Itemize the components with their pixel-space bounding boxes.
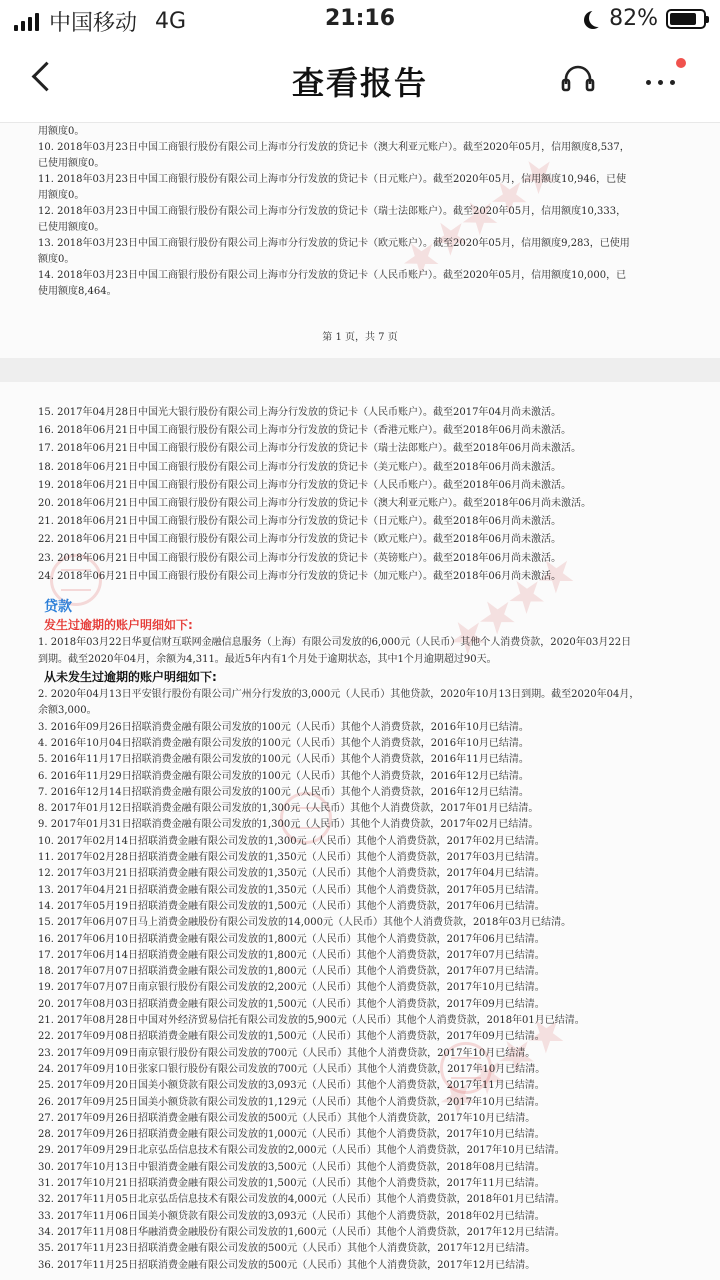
overdue-title: 发生过逾期的账户明细如下: <box>44 618 193 632</box>
report-line: 11. 2018年03月23日中国工商银行股份有限公司上海市分行发放的贷记卡（日元账户）。截至2020年05月，信用额度10,946，已使 <box>38 174 627 185</box>
card-record: 24. 2018年06月21日中国工商银行股份有限公司上海市分行发放的贷记卡（加元账户）。截至2018年06月尚未激活。 <box>38 570 562 582</box>
page-divider <box>0 358 720 382</box>
page-footer: 第 1 页，共 7 页 <box>322 332 398 343</box>
loan-record: 7. 2016年12月14日招联消费金融有限公司发放的100元（人民币）其他个人消费贷款，2016年12月已结清。 <box>38 786 529 798</box>
loan-record: 余额3,000。 <box>38 705 97 717</box>
more-options-icon[interactable] <box>646 80 675 85</box>
report-line: 使用额度8,464。 <box>38 286 117 297</box>
status-time: 21:16 <box>324 6 396 31</box>
network-type: 4G <box>155 9 187 34</box>
card-record: 18. 2018年06月21日中国工商银行股份有限公司上海市分行发放的贷记卡（美元账户）。截至2018年06月尚未激活。 <box>38 461 562 473</box>
watermark-seal: ★★★★ <box>439 545 584 666</box>
battery-icon <box>666 9 706 29</box>
carrier-name: 中国移动 <box>49 11 138 36</box>
loan-record: 12. 2017年03月21日招联消费金融有限公司发放的1,350元（人民币）其他个人消费贷款，2017年04月已结清。 <box>38 868 545 880</box>
loan-record: 8. 2017年01月12日招联消费金融有限公司发放的1,300元（人民币）其他个人消费贷款，2017年01月已结清。 <box>38 803 539 815</box>
nav-bar <box>0 40 720 123</box>
loan-record: 11. 2017年02月28日招联消费金融有限公司发放的1,350元（人民币）其他个人消费贷款，2017年03月已结清。 <box>38 852 545 863</box>
report-line: 用额度0。 <box>38 190 85 201</box>
loan-record: 23. 2017年09月09日南京银行股份有限公司发放的700元（人民币）其他个人消费贷款，2017年10月已结清。 <box>38 1047 536 1059</box>
loan-record: 2. 2020年04月13日平安银行股份有限公司广州分行发放的3,000元（人民币）其他贷款，2020年10月13日到期。截至2020年04月， <box>38 689 640 700</box>
loan-record: 33. 2017年11月06日国美小额贷款有限公司发放的3,093元（人民币）其他个人消费贷款，2018年02月已结清。 <box>38 1210 545 1222</box>
loan-record: 16. 2017年06月10日招联消费金融有限公司发放的1,800元（人民币）其他个人消费贷款，2017年06月已结清。 <box>38 933 545 945</box>
report-line: 10. 2018年03月23日中国工商银行股份有限公司上海市分行发放的贷记卡（澳大利亚元账户）。截至2020年05月，信用额度8,537， <box>38 142 630 153</box>
loan-record: 3. 2016年09月26日招联消费金融有限公司发放的100元（人民币）其他个人消费贷款，2016年10月已结清。 <box>38 721 529 733</box>
loan-record: 14. 2017年05月19日招联消费金融有限公司发放的1,500元（人民币）其他个人消费贷款，2017年06月已结清。 <box>38 900 545 912</box>
loan-record: 30. 2017年10月13日中银消费金融有限公司发放的3,500元（人民币）其他个人消费贷款，2018年08月已结清。 <box>38 1161 545 1173</box>
loan-record: 4. 2016年10月04日招联消费金融有限公司发放的100元（人民币）其他个人消费贷款，2016年10月已结清。 <box>38 737 529 749</box>
overdue-record: 到期。截至2020年04月，余额为4,311。最近5年内有1个月处于逾期状态，其中1个月逾期超过90天。 <box>38 653 497 665</box>
loan-record: 15. 2017年06月07日马上消费金融股份有限公司发放的14,000元（人民币）其他个人消费贷款，2018年03月已结清。 <box>38 917 572 929</box>
report-page-2 <box>0 382 720 1280</box>
card-record: 17. 2018年06月21日中国工商银行股份有限公司上海市分行发放的贷记卡（瑞士法郎账户）。截至2018年06月尚未激活。 <box>38 443 582 455</box>
loan-record: 10. 2017年02月14日招联消费金融有限公司发放的1,300元（人民币）其他个人消费贷款，2017年02月已结清。 <box>38 835 545 847</box>
loan-record: 18. 2017年07月07日招联消费金融有限公司发放的1,800元（人民币）其他个人消费贷款，2017年07月已结清。 <box>38 966 545 978</box>
loan-record: 25. 2017年09月20日国美小额贷款有限公司发放的3,093元（人民币）其他个人消费贷款，2017年11月已结清。 <box>38 1080 545 1092</box>
loan-record: 28. 2017年09月26日招联消费金融有限公司发放的1,000元（人民币）其他个人消费贷款，2017年10月已结清。 <box>38 1129 545 1141</box>
loan-section-title: 贷款 <box>44 599 72 615</box>
watermark-seal: ★★★★ <box>429 1005 574 1126</box>
loan-record: 20. 2017年08月03日招联消费金融有限公司发放的1,500元（人民币）其他个人消费贷款，2017年09月已结清。 <box>38 998 545 1010</box>
moon-icon <box>589 9 607 27</box>
card-record: 22. 2018年06月21日中国工商银行股份有限公司上海市分行发放的贷记卡（欧元账户）。截至2018年06月尚未激活。 <box>38 534 562 546</box>
loan-record: 5. 2016年11月17日招联消费金融有限公司发放的100元（人民币）其他个人消费贷款，2016年11月已结清。 <box>38 754 529 766</box>
loan-record: 27. 2017年09月26日招联消费金融有限公司发放的500元（人民币）其他个人消费贷款，2017年10月已结清。 <box>38 1112 536 1124</box>
status-right <box>583 6 706 31</box>
status-bar <box>0 0 720 40</box>
card-record: 23. 2018年06月21日中国工商银行股份有限公司上海市分行发放的贷记卡（英镑账户）。截至2018年06月尚未激活。 <box>38 552 562 564</box>
card-record: 15. 2017年04月28日中国光大银行股份有限公司上海分行发放的贷记卡（人民币账户）。截至2017年04月尚未激活。 <box>38 407 562 418</box>
loan-record: 22. 2017年09月08日招联消费金融有限公司发放的1,500元（人民币）其他个人消费贷款，2017年09月已结清。 <box>38 1031 545 1043</box>
loan-record: 6. 2016年11月29日招联消费金融有限公司发放的100元（人民币）其他个人消费贷款，2016年12月已结清。 <box>38 770 529 782</box>
card-record: 20. 2018年06月21日中国工商银行股份有限公司上海市分行发放的贷记卡（澳大利亚元账户）。截至2018年06月尚未激活。 <box>38 498 592 509</box>
report-line: 14. 2018年03月23日中国工商银行股份有限公司上海市分行发放的贷记卡（人民币账户）。截至2020年05月，信用额度10,000，已 <box>38 270 627 281</box>
loan-record: 36. 2017年11月25日招联消费金融有限公司发放的500元（人民币）其他个人消费贷款，2017年12月已结清。 <box>38 1259 536 1271</box>
report-line: 额度0。 <box>38 254 75 265</box>
loan-record: 13. 2017年04月21日招联消费金融有限公司发放的1,350元（人民币）其他个人消费贷款，2017年05月已结清。 <box>38 884 545 896</box>
loan-record: 24. 2017年09月10日张家口银行股份有限公司发放的700元（人民币）其他个人消费贷款，2017年10月已结清。 <box>38 1063 546 1075</box>
report-line: 用额度0。 <box>38 126 85 137</box>
battery-percent: 82% <box>609 6 658 31</box>
card-record: 21. 2018年06月21日中国工商银行股份有限公司上海市分行发放的贷记卡（日元账户）。截至2018年06月尚未激活。 <box>38 516 562 528</box>
loan-record: 31. 2017年10月21日招联消费金融有限公司发放的1,500元（人民币）其他个人消费贷款，2017年11月已结清。 <box>38 1178 545 1189</box>
card-record: 16. 2018年06月21日中国工商银行股份有限公司上海市分行发放的贷记卡（香港元账户）。截至2018年06月尚未激活。 <box>38 425 572 437</box>
report-line: 已使用额度0。 <box>38 158 105 169</box>
loan-record: 21. 2017年08月28日中国对外经济贸易信托有限公司发放的5,900元（人民币）其他个人消费贷款，2018年01月已结清。 <box>38 1015 585 1026</box>
loan-record: 17. 2017年06月14日招联消费金融有限公司发放的1,800元（人民币）其他个人消费贷款，2017年07月已结清。 <box>38 949 545 961</box>
loan-record: 34. 2017年11月08日华融消费金融股份有限公司发放的1,600元（人民币）其他个人消费贷款，2017年12月已结清。 <box>38 1226 565 1238</box>
headset-icon[interactable] <box>560 62 596 98</box>
battery-level-fill <box>670 13 696 25</box>
page-title: 查看报告 <box>291 64 428 102</box>
overdue-record: 1. 2018年03月22日华夏信财互联网金融信息服务（上海）有限公司发放的6,000元（人民币）其他个人消费贷款，2020年03月22日 <box>38 637 632 648</box>
notification-dot <box>676 58 686 68</box>
loan-record: 9. 2017年01月31日招联消费金融有限公司发放的1,300元（人民币）其他个人消费贷款，2017年02月已结清。 <box>38 819 539 831</box>
card-record: 19. 2018年06月21日中国工商银行股份有限公司上海市分行发放的贷记卡（人民币账户）。截至2018年06月尚未激活。 <box>38 479 572 491</box>
report-line: 13. 2018年03月23日中国工商银行股份有限公司上海市分行发放的贷记卡（欧元账户）。截至2020年05月，信用额度9,283，已使用 <box>38 238 630 249</box>
report-line: 已使用额度0。 <box>38 222 105 233</box>
loan-record: 35. 2017年11月23日招联消费金融有限公司发放的500元（人民币）其他个人消费贷款，2017年12月已结清。 <box>38 1243 536 1255</box>
loan-record: 29. 2017年09月29日北京弘岳信息技术有限公司发放的2,000元（人民币）其他个人消费贷款，2017年10月已结清。 <box>38 1145 565 1157</box>
loan-record: 19. 2017年07月07日南京银行股份有限公司发放的2,200元（人民币）其他个人消费贷款，2017年10月已结清。 <box>38 982 545 994</box>
watermark-seal: ★★★★★ <box>392 145 567 288</box>
report-page-1 <box>0 123 720 358</box>
report-line: 12. 2018年03月23日中国工商银行股份有限公司上海市分行发放的贷记卡（瑞士法郎账户）。截至2020年05月，信用额度10,333， <box>38 206 627 217</box>
loan-record: 26. 2017年09月25日国美小额贷款有限公司发放的1,129元（人民币）其他个人消费贷款，2017年10月已结清。 <box>38 1096 545 1108</box>
no-overdue-title: 从未发生过逾期的账户明细如下: <box>44 670 217 684</box>
loan-record: 32. 2017年11月05日北京弘岳信息技术有限公司发放的4,000元（人民币）其他个人消费贷款，2018年01月已结清。 <box>38 1194 565 1206</box>
